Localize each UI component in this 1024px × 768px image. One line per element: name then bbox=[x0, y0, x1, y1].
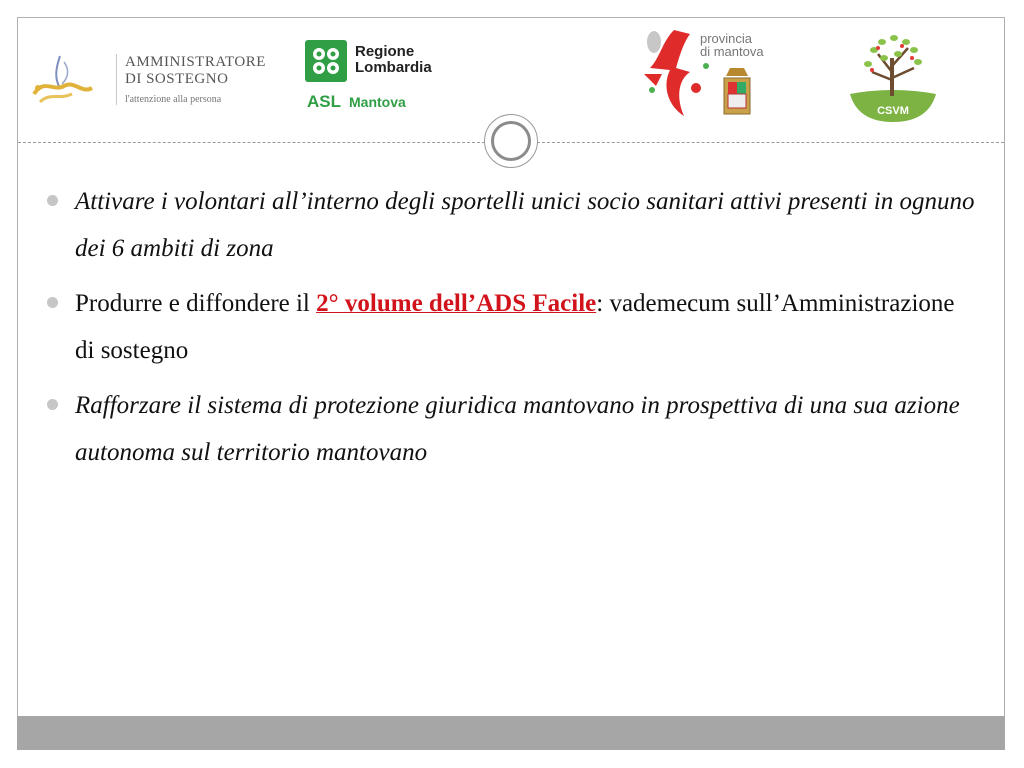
regione-label: Regione bbox=[355, 43, 415, 60]
provincia-di-mantova-logo bbox=[640, 28, 765, 123]
lombardia-rose-icon bbox=[305, 40, 347, 82]
bullet-text-2-highlight: 2° volume dell’ADS Facile bbox=[316, 290, 597, 317]
bullet-item-2 bbox=[47, 280, 977, 374]
asl-label: ASL bbox=[307, 92, 341, 111]
ads-title-line2: DI SOSTEGNO bbox=[125, 71, 229, 87]
bullet-dot-icon bbox=[47, 195, 58, 206]
provincia-label: provincia bbox=[700, 31, 753, 46]
ads-title-line1: AMMINISTRATORE bbox=[125, 54, 266, 70]
csvm-label: CSVM bbox=[877, 105, 909, 117]
bullet-dot-icon bbox=[47, 399, 58, 410]
bullet-list bbox=[47, 178, 977, 484]
bullet-item-3 bbox=[47, 382, 977, 476]
bullet-text-2-post: : vademecum sull’Amministrazione di sostegno bbox=[75, 290, 955, 364]
csvm-logo bbox=[848, 28, 938, 123]
bullet-item-1 bbox=[47, 178, 977, 272]
di-mantova-label: di mantova bbox=[700, 44, 764, 59]
amministratore-di-sostegno-logo bbox=[30, 48, 270, 118]
mantova-label: Mantova bbox=[349, 94, 406, 110]
divider-ring-ornament bbox=[484, 114, 538, 168]
lombardia-label: Lombardia bbox=[355, 59, 432, 76]
ads-tagline: l'attenzione alla persona bbox=[125, 94, 222, 105]
ads-emblem-icon bbox=[30, 48, 110, 110]
bullet-text-1: Attivare i volontari all’interno degli sportelli unici socio sanitari attivi presenti in ognuno dei 6 ambiti di zona bbox=[75, 188, 975, 262]
csvm-tree-icon bbox=[848, 28, 938, 123]
bullet-text-3: Rafforzare il sistema di protezione giuridica mantovano in prospettiva di una sua azione autonoma sul territorio mantovano bbox=[75, 392, 960, 466]
bullet-text-2-pre: Produrre e diffondere il bbox=[75, 290, 317, 317]
bullet-dot-icon bbox=[47, 297, 58, 308]
regione-lombardia-logo bbox=[305, 40, 455, 115]
footer-bar bbox=[17, 716, 1005, 750]
